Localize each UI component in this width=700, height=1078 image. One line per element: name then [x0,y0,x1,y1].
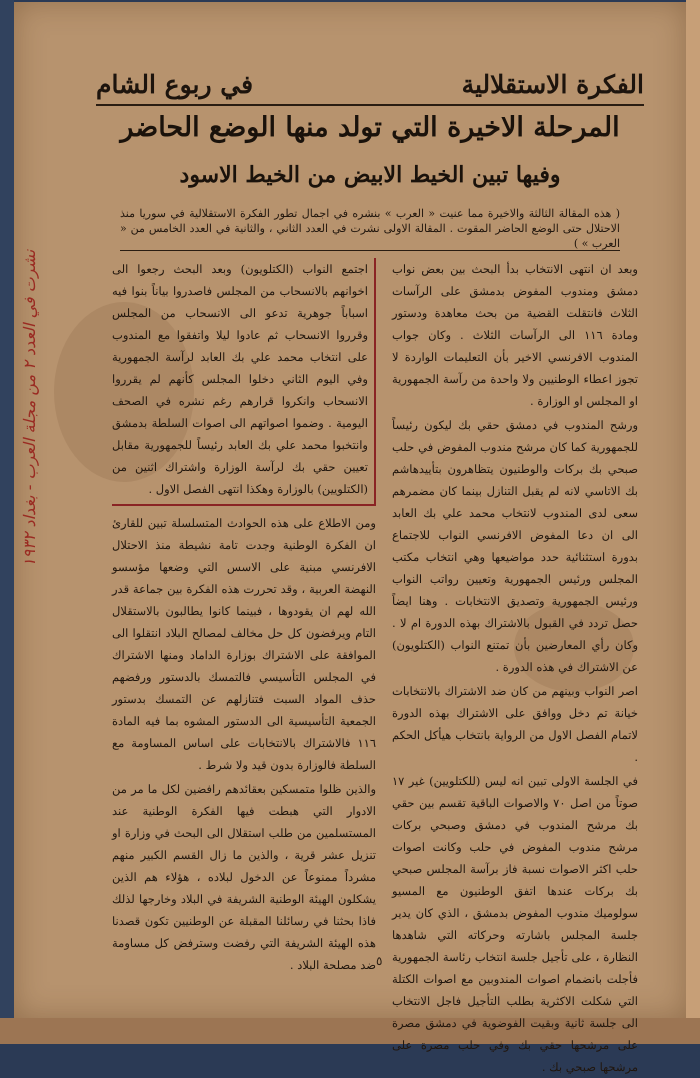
handwritten-margin-note: نشرت في العدد ٢ من مجلة العرب - بغداد ١٩٣٢ [20,250,39,568]
paragraph: وبعد ان انتهى الانتخاب بدأ البحث بين بعض نواب دمشق ومندوب المفوض بدمشق على الرآسات الثلاث فانتقلت القضية من بحث معاهدة ودستور ومادة ١١٦ الى الرآسات الثلاث . وكان جواب المندوب الافرنسي الاخير بأن التعليمات الواردة لا تجوز اعطاء الوطنيين ولا واحدة من رآسة الجمهورية او المجلس او الوزارة . [392,262,638,408]
right-column [392,258,638,1074]
series-title: الفكرة الاستقلالية [461,70,644,99]
left-column [112,258,376,972]
article-title: المرحلة الاخيرة التي تولد منها الوضع الحاضر [120,112,620,143]
intro-rule [120,250,620,251]
page-number: ٥ [376,954,383,968]
article-intro: ( هذه المقالة الثالثة والاخيرة مما عنيت « العرب » بنشره في اجمال تطور الفكرة الاستقلالية في سوريا منذ الاحتلال حتى الوضع الحاضر المقوت . المقالة الاولى نشرت في العدد الثاني ، والثانية في العدد الخامس من « العرب » ) [120,207,620,250]
paragraph: في الجلسة الاولى تبين انه ليس (للكتلويين) غير ١٧ صوتاً من اصل ٧٠ والاصوات الباقية تقسم بين حقي بك مرشح المندوب في دمشق وصبحي بركات مرشح مندوب المفوض في حلب وكانت اصوات حلب اكثر الاصوات نسبة فاز برآسة المجلس صبحي بك بركات عندها اتفق الوطنيون مع المسيو سولوميك مندوب المفوض بدمشق ، الذي كان يدير جلسة المجلس باشارته وحركاته التي شاهدها النظارة ، على تأجيل جلسة انتخاب رئاسة الجمهورية فأجلت بانضمام اصوات المندوبين مع اصوات الكتلة التي شكلت الاكثرية بطلب التأجيل فاجل الانتخاب الى جلسة ثانية وبقيت الفوضوية في دمشق مصرة على مرشحها حقي بك وفي حلب مصرة على مرشحها صبحي بك . [392,774,638,1074]
page-edge [686,0,700,1044]
paragraph: ورشح المندوب في دمشق حقي بك ليكون رئيساً للجمهورية كما كان مرشح مندوب المفوض في حلب صبحي بك بركات والوطنيون يتظاهرون بتأييدهاشم بك الاتاسي لانه لم يقبل التنازل بينما كان مضمرهم سعى لدى المندوب لانتخاب محمد علي بك العابد الى ان دعا المفوض الافرنسي النواب للاجتماع بدورة استثنائية حدد مواضيعها وهي انتخاب مكتب المجلس ورئيس الجمهورية وتعيين رواتب النواب ورئيس الجمهورية وتصديق الانتخابات . وهنا ايضاً حصل تردد في القبول بالاشتراك بهذه الدورة ام لا . وكان رأي المعارضين بأن تمتنع النواب (الكتلويون) عن الاشتراك في هذه الدورة . [392,418,638,674]
paragraph: اصر النواب وبينهم من كان ضد الاشتراك بالانتخابات خيانة تم دخل ووافق على الاشتراك بهذه الدورة لاتمام الفصل الاول من الرواية بانتخاب هيأكل الحكم . [392,684,638,764]
series-subtitle: في ربوع الشام [96,70,254,99]
binding-edge [0,0,14,1044]
paragraph: والذين ظلوا متمسكين بعقائدهم رافضين لكل ما مر من الادوار التي هبطت فيها الفكرة الوطنية عند المستسلمين من طلب استقلال الى البحث في وزارة او تنزيل عشر قرية ، والذين ما زال القسم الكبير منهم مشرداً ممنوعاً عن الدخول لبلاده ، هؤلاء هم الذين يشكلون الهيئة الوطنية الشريفة في البلاد وخارجها لذلك فاذا بحثنا في رسائلنا المقبلة عن الوطنيين تكون قصدنا هذه الهيئة الشريفة التي رفضت وسترفض كل مساومة ضد مصلحة البلاد . [112,782,376,972]
series-header [96,70,644,108]
article-subtitle: وفيها تبين الخيط الابيض من الخيط الاسود [179,162,561,188]
paragraph: ومن الاطلاع على هذه الحوادث المتسلسلة تبين للقارئ ان الفكرة الوطنية وجدت تامة نشيطة منذ الاحتلال الافرنسي مبنية على الاسس التي وضعها مؤسسو النهضة العربية ، وقد تحررت هذه الفكرة بين جماعة قدر الله لهم ان يقودوها ، فبينما كانوا يطالبون بالاستقلال التام ويرفضون كل حل مخالف لمصالح البلاد انتقلوا الى الموافقة على الاشتراك بوزارة الداماد ومنها الاشتراك في المجلس التأسيسي فالتمسك بالدستور ورفضهم حذف المواد السبت فتنازلهم عن التمسك بدستور الجمعية التأسيسية الى الدستور المشوه بما فيه المادة ١١٦ فالاشتراك بالانتخابات على اساس المساومة مع السلطة فالوزارة بدون قيد ولا شرط . [112,516,376,772]
header-rule [96,104,644,106]
marked-paragraph: اجتمع النواب (الكتلويون) وبعد البحث رجعوا الى اخوانهم بالانسحاب من المجلس فاصدروا بياناً بنوا فيه اسباباً جوهرية تدعو الى الانسحاب من المجلس وقرروا الانسحاب ثم عادوا ليلا واتفقوا مع المندوب على انتخاب محمد علي بك العابد لرآسة الجمهورية وفي اليوم الثاني دخلوا المجلس كأنهم لم يقرروا الانسحاب وانكروا قرارهم رغم نشره في الصحف اليومية . وضموا اصواتهم الى اصوات السلطة بدمشق وانتخبوا محمد علي بك العابد رئيساً للجمهورية مقابل تعيين حقي بك لرآسة الوزارة واشتراك اثنين من (الكتلويين) بالوزارة وهكذا انتهى الفصل الاول . [112,258,376,506]
